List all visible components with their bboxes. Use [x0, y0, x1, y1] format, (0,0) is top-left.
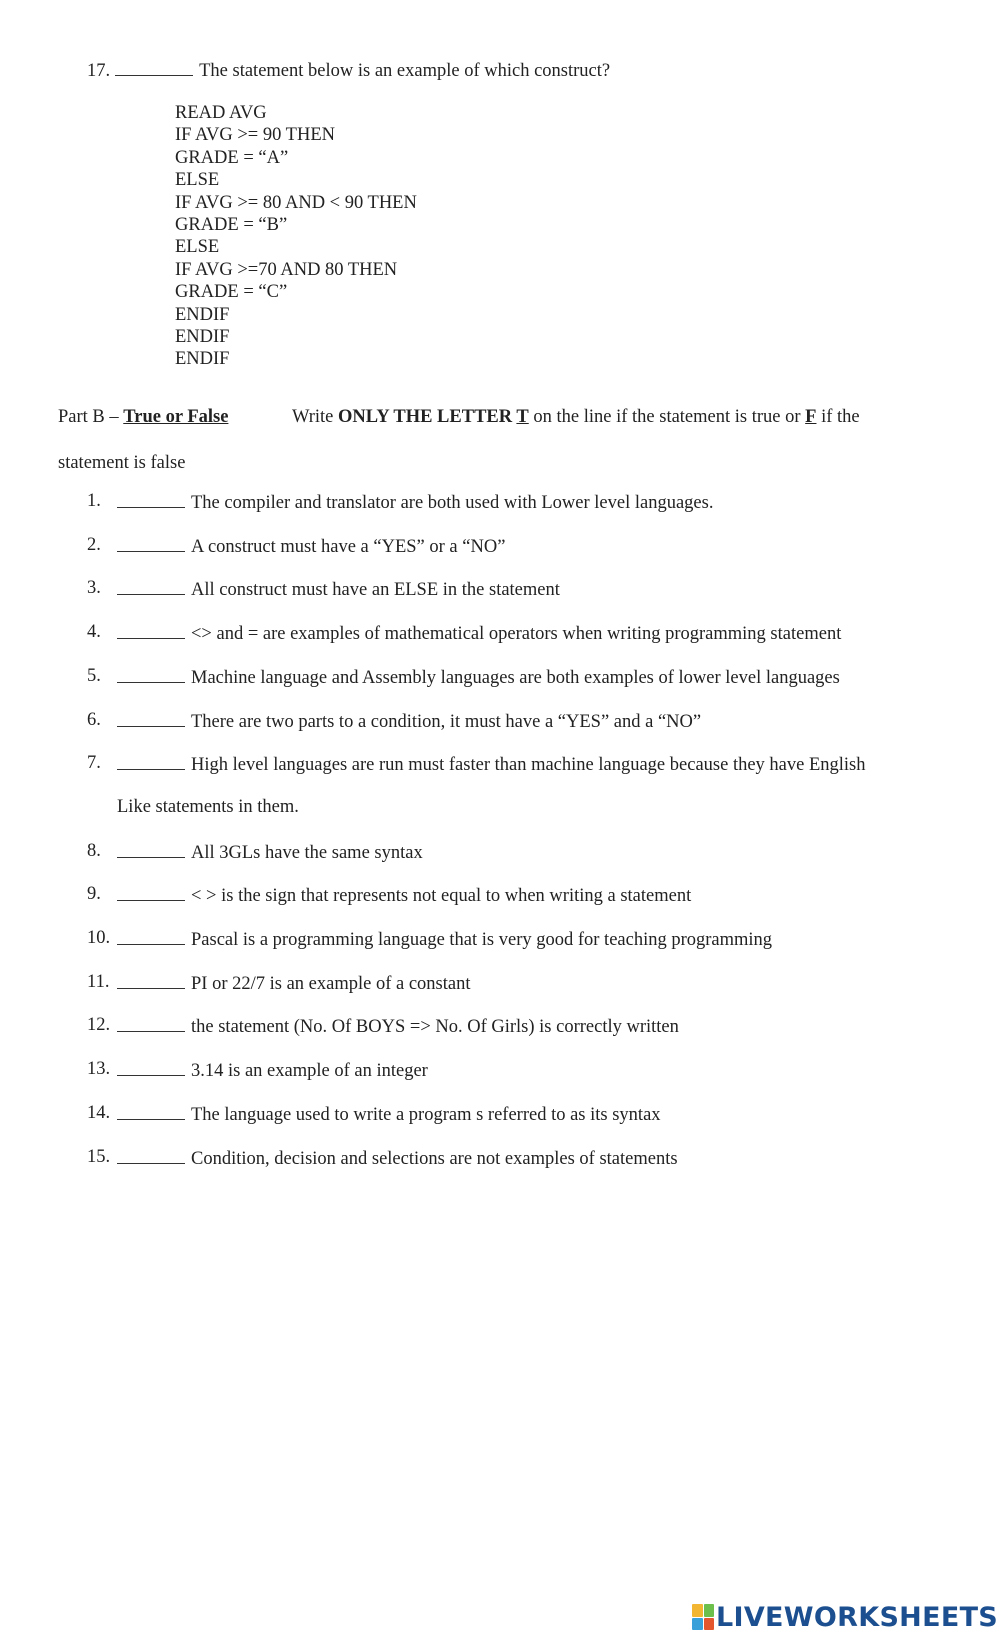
part-b-prefix: Part B –	[58, 407, 124, 427]
list-item	[117, 840, 423, 864]
item-statement: The language used to write a program s referred to as its syntax	[191, 1104, 661, 1125]
instr-end: if the	[816, 407, 860, 427]
answer-blank[interactable]	[117, 883, 185, 901]
code-line: GRADE = “C”	[175, 282, 288, 303]
item-number: 7.	[87, 753, 101, 774]
list-item	[117, 709, 701, 733]
part-b-instructions	[292, 406, 860, 428]
code-line: IF AVG >= 90 THEN	[175, 125, 335, 146]
code-line: IF AVG >= 80 AND < 90 THEN	[175, 192, 417, 213]
code-line: GRADE = “A”	[175, 147, 289, 168]
answer-blank[interactable]	[117, 927, 185, 945]
question-17	[87, 58, 610, 82]
code-line: ELSE	[175, 170, 220, 191]
list-item	[117, 1102, 661, 1126]
logo-square-1	[692, 1604, 703, 1617]
logo-text: LIVEWORKSHEETS	[716, 1601, 999, 1633]
answer-blank[interactable]	[117, 490, 185, 508]
item-statement: All construct must have an ELSE in the statement	[191, 580, 560, 601]
logo-mark-icon	[692, 1604, 714, 1630]
instr-write: Write	[292, 407, 338, 427]
list-item	[117, 1014, 679, 1038]
code-line: ENDIF	[175, 349, 230, 370]
answer-blank[interactable]	[117, 534, 185, 552]
instr-letter-f: F	[805, 407, 817, 427]
list-item	[117, 752, 866, 776]
list-item	[117, 1146, 678, 1170]
item-number: 13.	[87, 1059, 111, 1080]
answer-blank[interactable]	[117, 577, 185, 595]
list-item	[117, 971, 471, 995]
item-number: 3.	[87, 578, 101, 599]
answer-blank[interactable]	[117, 1102, 185, 1120]
answer-blank[interactable]	[117, 971, 185, 989]
list-item	[117, 534, 505, 558]
item-statement: A construct must have a “YES” or a “NO”	[191, 536, 506, 557]
item-number: 15.	[87, 1146, 111, 1167]
item-statement: the statement (No. Of BOYS => No. Of Girls) is correctly written	[191, 1017, 679, 1038]
list-item	[117, 577, 560, 601]
question-number: 17.	[87, 61, 111, 81]
code-line: READ AVG	[175, 103, 267, 123]
item-statement: Condition, decision and selections are not examples of statements	[191, 1148, 678, 1169]
code-line: IF AVG >=70 AND 80 THEN	[175, 259, 398, 280]
list-item	[117, 883, 691, 907]
list-item	[117, 927, 772, 951]
logo-square-2	[704, 1604, 715, 1617]
item-number: 6.	[87, 709, 101, 730]
item-statement: All 3GLs have the same syntax	[191, 842, 423, 863]
instr-letter-t: T	[516, 407, 529, 427]
list-item	[117, 621, 841, 645]
answer-blank[interactable]	[115, 58, 193, 76]
answer-blank[interactable]	[117, 840, 185, 858]
item-number: 11.	[87, 971, 110, 992]
pseudocode-block	[175, 102, 417, 371]
item-number: 8.	[87, 840, 101, 861]
list-item	[117, 490, 713, 514]
part-b-instructions-continued: statement is false	[58, 453, 186, 473]
item-statement: There are two parts to a condition, it must have a “YES” and a “NO”	[191, 711, 702, 732]
item-number: 14.	[87, 1102, 111, 1123]
item-number: 5.	[87, 665, 101, 686]
code-line: GRADE = “B”	[175, 215, 288, 236]
item-number: 9.	[87, 884, 101, 905]
item-statement: Machine language and Assembly languages are both examples of lower level languages	[191, 667, 840, 688]
answer-blank[interactable]	[117, 1058, 185, 1076]
answer-blank[interactable]	[117, 665, 185, 683]
code-line: ENDIF	[175, 304, 230, 325]
answer-blank[interactable]	[117, 1014, 185, 1032]
item-statement: Pascal is a programming language that is very good for teaching programming	[191, 930, 773, 950]
list-item	[117, 665, 840, 689]
instr-bold: ONLY THE LETTER	[338, 407, 517, 427]
item-number: 4.	[87, 622, 101, 643]
item-statement: PI or 22/7 is an example of a constant	[191, 973, 471, 994]
item-number: 2.	[87, 534, 101, 555]
item-statement: <> and = are examples of mathematical operators when writing programming statement	[191, 624, 842, 645]
item-statement: The compiler and translator are both used with Lower level languages.	[191, 493, 714, 513]
logo-square-3	[692, 1618, 703, 1631]
answer-blank[interactable]	[117, 1146, 185, 1164]
item-statement-continued: Like statements in them.	[117, 796, 299, 817]
item-number: 12.	[87, 1015, 111, 1036]
logo-square-4	[704, 1618, 715, 1631]
liveworksheets-logo	[692, 1600, 998, 1634]
part-b-title: True or False	[123, 407, 229, 427]
item-number: 1.	[87, 491, 101, 511]
instr-mid: on the line if the statement is true or	[528, 407, 806, 427]
list-item	[117, 1058, 428, 1082]
question-text: The statement below is an example of which construct?	[199, 61, 611, 81]
answer-blank[interactable]	[117, 621, 185, 639]
item-statement: 3.14 is an example of an integer	[191, 1061, 428, 1082]
item-number: 10.	[87, 928, 111, 948]
part-b-heading	[58, 406, 228, 428]
item-statement: < > is the sign that represents not equal to when writing a statement	[191, 886, 692, 907]
answer-blank[interactable]	[117, 709, 185, 727]
item-statement: High level languages are run must faster than machine language because they have English	[191, 755, 866, 776]
code-line: ENDIF	[175, 327, 230, 348]
answer-blank[interactable]	[117, 752, 185, 770]
code-line: ELSE	[175, 237, 220, 258]
